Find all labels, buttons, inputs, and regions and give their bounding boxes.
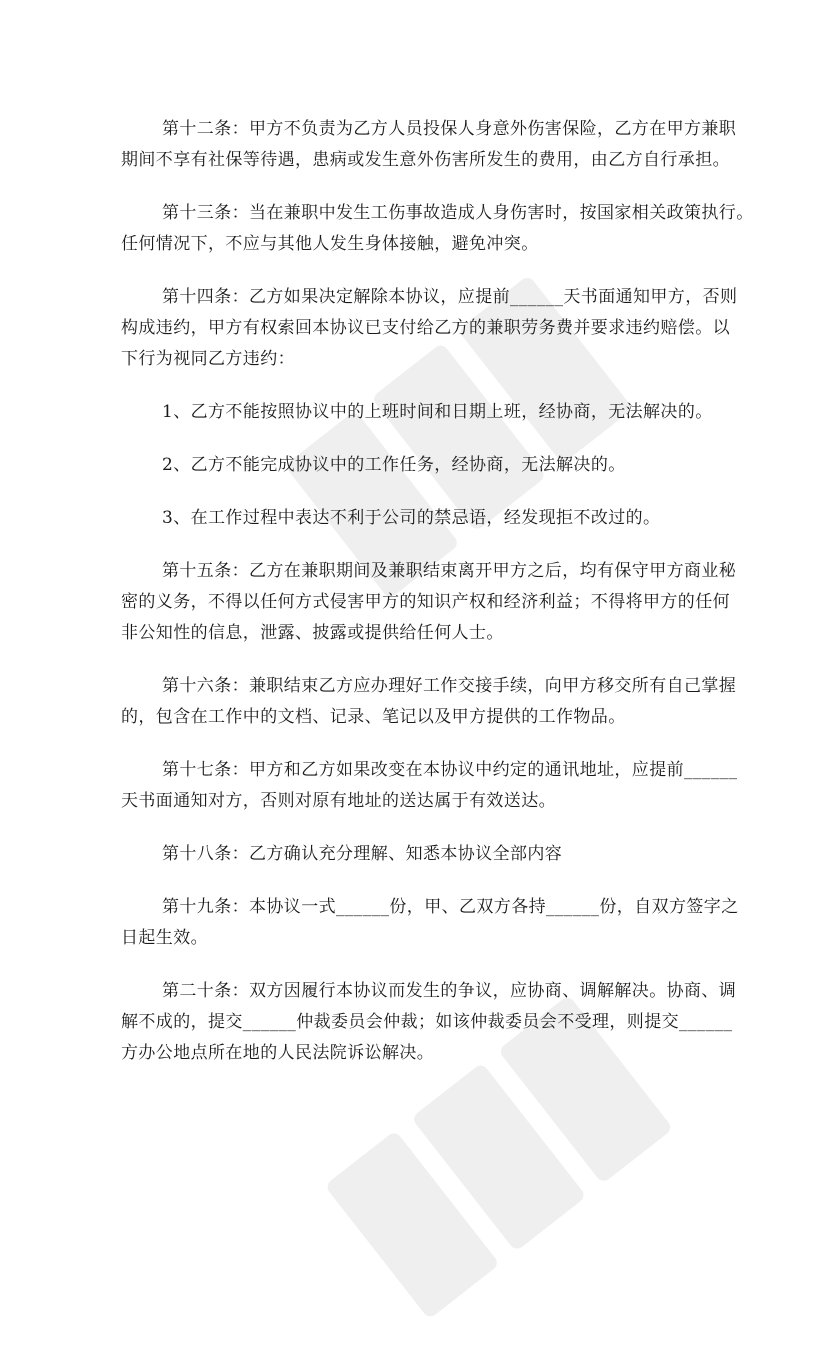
- clause-20-line-1: 第二十条：双方因履行本协议而发生的争议，应协商、调解解决。协商、调: [162, 981, 737, 1001]
- clause-16-line-1: 第十六条：兼职结束乙方应办理好工作交接手续，向甲方移交所有自己掌握: [162, 676, 737, 696]
- clause-13-line-2: 任何情况下，不应与其他人发生身体接触，避免冲突。: [121, 234, 539, 254]
- violation-item-2: 2、乙方不能完成协议中的工作任务，经协商，无法解决的。: [162, 455, 626, 475]
- clause-12-line-1: 第十二条：甲方不负责为乙方人员投保人身意外伤害保险，乙方在甲方兼职: [162, 119, 737, 139]
- clause-13-line-1: 第十三条：当在兼职中发生工伤事故造成人身伤害时，按国家相关政策执行。: [162, 203, 754, 223]
- clause-20-line-3: 方办公地点所在地的人民法院诉讼解决。: [121, 1043, 435, 1063]
- clause-12-line-2: 期间不享有社保等待遇，患病或发生意外伤害所发生的费用，由乙方自行承担。: [121, 150, 730, 170]
- clause-19-line-1: 第十九条：本协议一式______份，甲、乙双方各持______份，自双方签字之: [162, 897, 739, 917]
- clause-17-line-2: 天书面通知对方，否则对原有地址的送达属于有效送达。: [121, 791, 556, 811]
- clause-18-line-1: 第十八条：乙方确认充分理解、知悉本协议全部内容: [162, 844, 563, 864]
- violation-item-3: 3、在工作过程中表达不利于公司的禁忌语，经发现拒不改过的。: [162, 508, 661, 528]
- clause-15-line-3: 非公知性的信息，泄露、披露或提供给任何人士。: [121, 623, 504, 643]
- clause-15-line-1: 第十五条：乙方在兼职期间及兼职结束离开甲方之后，均有保守甲方商业秘: [162, 561, 737, 581]
- clause-14-line-1: 第十四条：乙方如果决定解除本协议，应提前______天书面通知甲方，否则: [162, 287, 738, 307]
- clause-19-line-2: 日起生效。: [121, 928, 208, 948]
- clause-15-line-2: 密的义务，不得以任何方式侵害甲方的知识产权和经济利益；不得将甲方的任何: [121, 592, 730, 612]
- clause-14-line-2: 构成违约，甲方有权索回本协议已支付给乙方的兼职劳务费并要求违约赔偿。以: [121, 318, 730, 338]
- clause-20-line-2: 解不成的，提交______仲裁委员会仲裁；如该仲裁委员会不受理，则提交______: [121, 1012, 733, 1032]
- clause-17-line-1: 第十七条：甲方和乙方如果改变在本协议中约定的通讯地址，应提前______: [162, 760, 738, 780]
- violation-item-1: 1、乙方不能按照协议中的上班时间和日期上班，经协商，无法解决的。: [162, 402, 713, 422]
- clause-14-line-3: 下行为视同乙方违约：: [121, 349, 295, 369]
- clause-16-line-2: 的，包含在工作中的文档、记录、笔记以及甲方提供的工作物品。: [121, 707, 626, 727]
